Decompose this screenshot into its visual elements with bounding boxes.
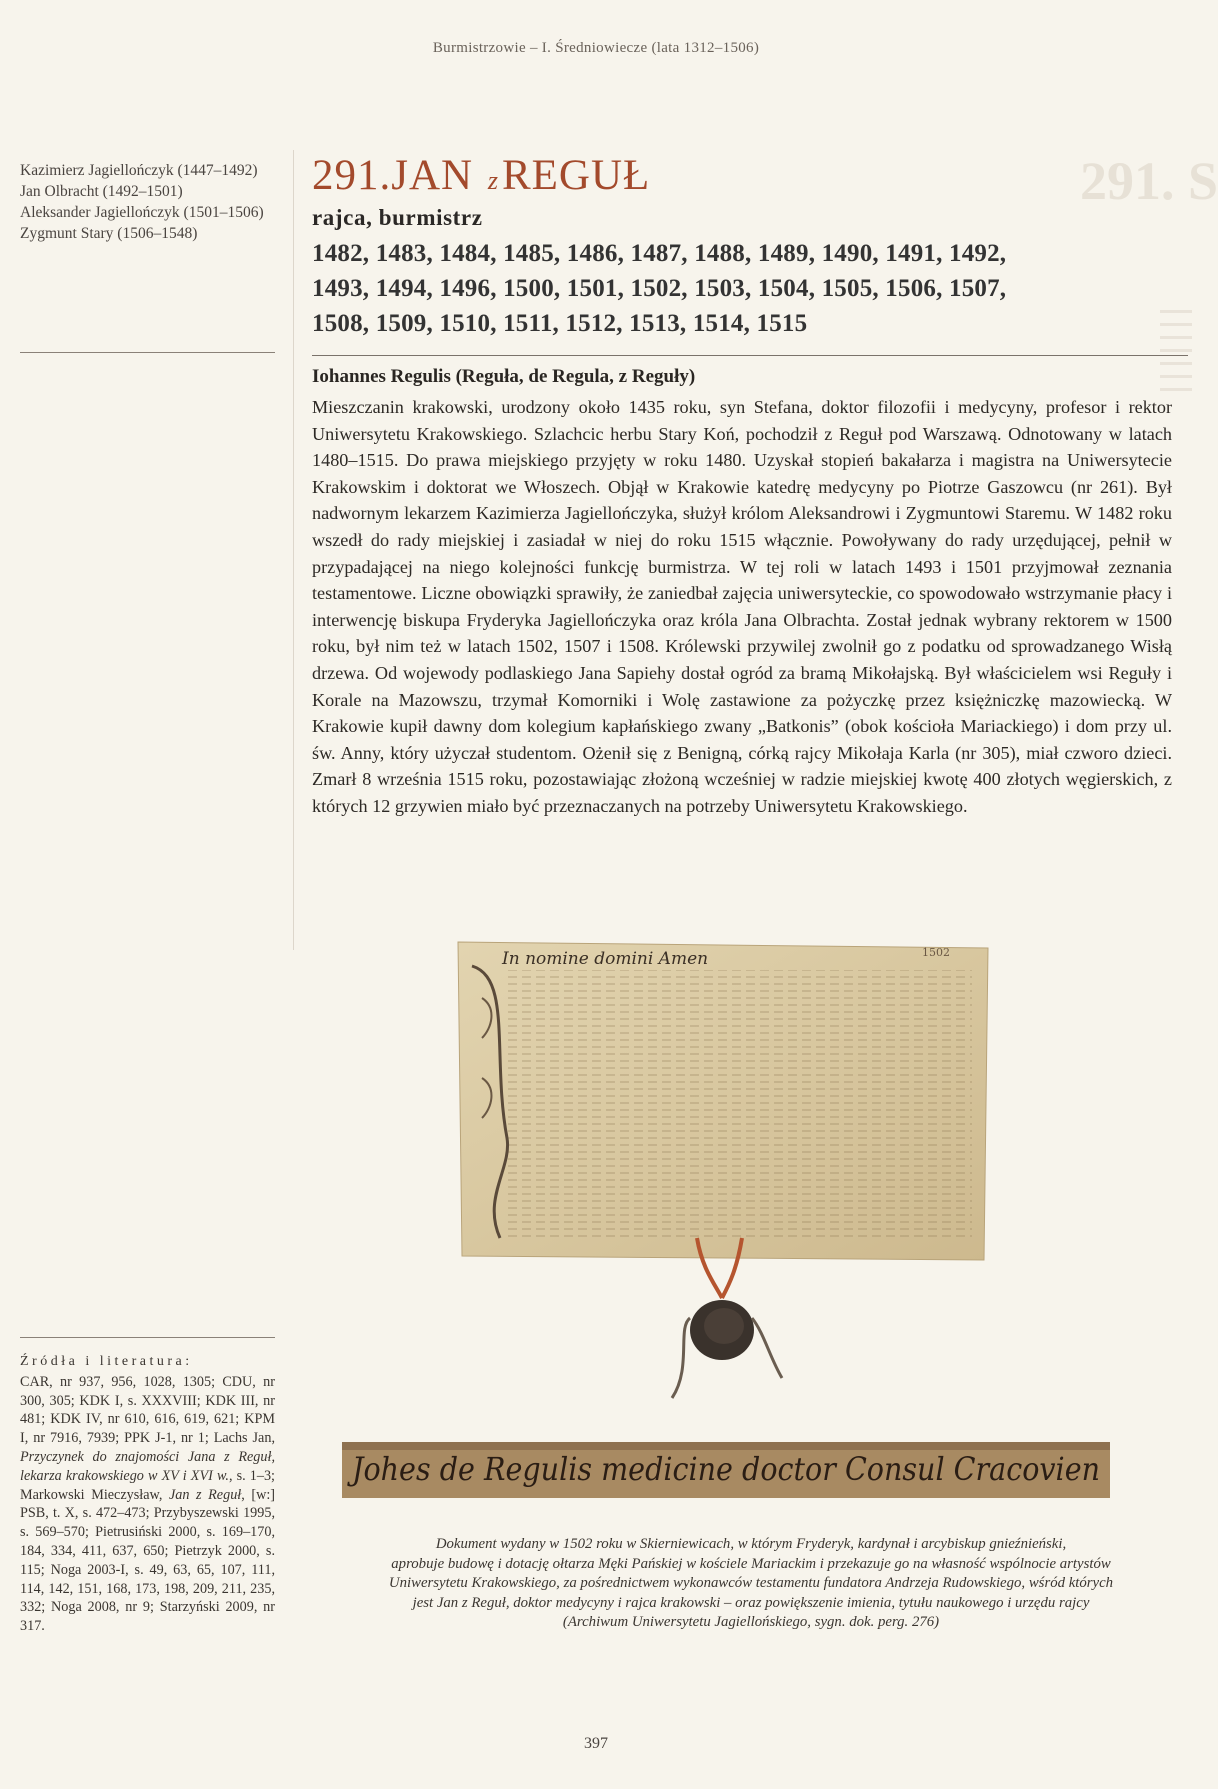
main-rule	[312, 355, 1188, 356]
entry-role: rajca, burmistrz	[312, 205, 483, 230]
years-line: 1482, 1483, 1484, 1485, 1486, 1487, 1488, 1489, 1490, 1491, 1492,	[312, 240, 1007, 267]
figure-caption	[318, 1535, 1184, 1633]
sources-label: Źródła i literatura:	[20, 1354, 193, 1369]
reign-item: Aleksander Jagiellończyk (1501–1506)	[20, 204, 264, 221]
running-head: Burmistrzowie – I. Średniowiecze (lata 1312–1506)	[432, 40, 760, 56]
left-rule-bottom	[20, 1337, 275, 1338]
latin-name: Iohannes Regulis (Reguła, de Regula, z Reguły)	[312, 366, 696, 387]
caption-line: (Archiwum Uniwersytetu Jagiellońskiego, sygn. dok. perg. 276)	[562, 1614, 940, 1630]
document-incipit: In nomine domini Amen	[502, 949, 709, 969]
script-lines	[506, 970, 972, 1238]
document-date-mark: 1502	[922, 946, 950, 959]
reign-item: Kazimierz Jagiellończyk (1447–1492)	[20, 162, 258, 179]
left-rule-top	[20, 352, 275, 353]
sources-text: CAR, nr 937, 956, 1028, 1305; CDU, nr 300, 305; KDK I, s. XXXVIII; KDK III, nr 481; KDK IV, nr 610, 616, 619, 621; KPM I, nr 7916, 7939; PPK J-1, nr 1; Lachs Jan,	[20, 1373, 275, 1447]
sources-title: Przyczynek do znajomości Jana z Reguł, lekarza krakowskiego w XV i XVI w.	[20, 1448, 275, 1484]
reign-item: Zygmunt Stary (1506–1548)	[20, 225, 198, 242]
entry-title	[312, 150, 1172, 207]
caption-line: jest Jan z Reguł, doktor medycyny i rajca krakowski – oraz powiększenie imienia, tytułu naukowego i urzędu rajcy	[412, 1594, 1090, 1611]
reign-item: Jan Olbracht (1492–1501)	[20, 183, 183, 200]
entry-number: 291.	[312, 152, 392, 199]
column-divider	[293, 150, 294, 950]
caption-line: aprobuje budowę i dotację ołtarza Męki Pańskiej w kościele Mariackim i przekazuje go na własność wspólnocie artystów	[391, 1555, 1111, 1572]
years-line: 1508, 1509, 1510, 1511, 1512, 1513, 1514, 1515	[312, 310, 808, 337]
reign-list	[20, 160, 275, 244]
sources-text: , [w:] PSB, t. X, s. 472–473; Przybyszewski 1995, s. 569–570; Pietrusiński 2000, s. 169–170, 184, 334, 411, 637, 650; Pietrzyk 2000, s. 115; Noga 2003-I, s. 49, 63, 65, 107, 111, 114, 142, 151, 168, 173, 198, 209, 211, 235, 332; Noga 2008, nr 9; Starzyński 2009, nr 317.	[20, 1486, 275, 1635]
page-number: 397	[584, 1735, 608, 1752]
parchment-document-image	[452, 938, 992, 1406]
manuscript-detail-image	[342, 1442, 1110, 1498]
entry-name-first: JAN	[391, 152, 474, 199]
years-line: 1493, 1494, 1496, 1500, 1501, 1502, 1503, 1504, 1505, 1506, 1507,	[312, 275, 1007, 302]
caption-line: Dokument wydany w 1502 roku w Skierniewicach, w którym Fryderyk, kardynał i arcybiskup gnieźnieński,	[435, 1536, 1067, 1552]
manuscript-strip-text: Johes de Regulis medicine doctor Consul Cracovien	[346, 1450, 1100, 1488]
sources-title: Jan z Reguł	[168, 1486, 242, 1503]
biography: Mieszczanin krakowski, urodzony około 1435 roku, syn Stefana, doktor filozofii i medycyny, profesor i rektor Uniwersytetu Krakowskiego. Szlachcic herbu Stary Koń, pochodził z Reguł pod Warszawą. Odnotowany w latach 1480–1515. Do prawa miejskiego przyjęty w roku 1480. Uzyskał stopień bakałarza i magistra na Uniwersytecie Krakowskim i doktorat we Włoszech. Objął w Krakowie katedrę medycyny po Piotrze Gaszowcu (nr 261). Był nadwornym lekarzem Kazimierza Jagiellończyka, służył królom Aleksandrowi i Zygmuntowi Staremu. W 1482 roku wszedł do rady miejskiej i zasiadał w niej do roku 1515 włącznie. Powoływany do rady urzędującej, pełnił w przypadającej na niego kolejności funkcję burmistrza. W tej roli w latach 1493 i 1501 przyjmował zeznania testamentowe. Liczne obowiązki sprawiły, że zaniedbał zajęcia uniwersyteckie, co spowodowało wstrzymanie płacy i interwencję biskupa Fryderyka Jagiellończyka oraz króla Jana Olbrachta. Został jednak wybrany rektorem w 1500 roku, był nim też w latach 1502, 1507 i 1508. Królewski przywilej zwolnił go z podatku od sprowadzanego Wisłą drzewa. Od wojewody podlaskiego Jana Sapiehy dostał ogród za bramą Mikołajską. Był właścicielem wsi Reguły i Korale na Mazowszu, trzymał Komorniki i Wolę zastawione za pożyczkę przez księżniczkę mazowiecką. W Krakowie kupił dawny dom kolegium kapłańskiego zwany „Batkonis” (obok kościoła Mariackiego) i dom przy ul. św. Anny, który użyczał studentom. Ożenił się z Benigną, córką rajcy Mikołaja Karla (nr 305), miał czworo dzieci. Zmarł 8 września 1515 roku, pozostawiając złożoną wcześniej w radzie miejskiej kwotę 400 złotych węgierskich, z których 12 grzywien miało być przeznaczanych na potrzeby Uniwersytetu Krakowskiego.	[312, 397, 1172, 816]
entry-name-particle: z	[487, 166, 499, 195]
sources-text: , s. 1–3; Markowski Mieczysław,	[20, 1467, 275, 1503]
sources-block	[20, 1353, 275, 1636]
entry-name-last: REGUŁ	[501, 152, 651, 199]
caption-line: Uniwersytetu Krakowskiego, za pośrednictwem wykonawców testamentu fundatora Andrzeja Rudowskiego, wśród których	[388, 1575, 1114, 1591]
bleed-through-text: 291. S	[1080, 151, 1218, 211]
entry-years	[312, 236, 1172, 341]
